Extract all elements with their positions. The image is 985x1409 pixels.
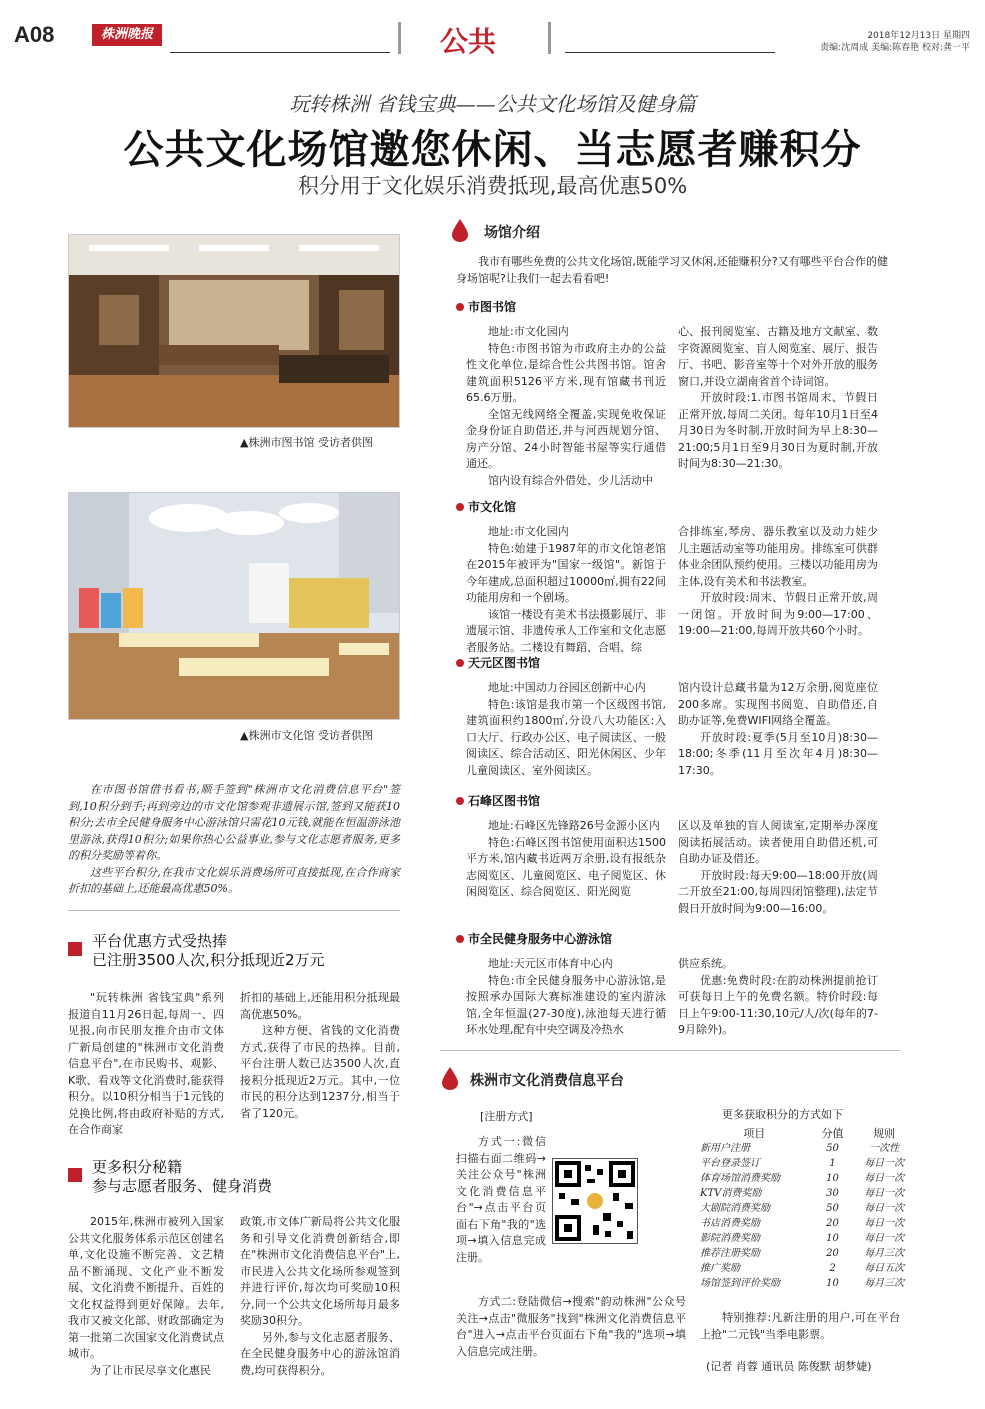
page-number: A08 xyxy=(14,22,55,47)
table-cell: 每日五次 xyxy=(864,1263,905,1274)
table-cell: 每日一次 xyxy=(864,1203,905,1214)
venue-title xyxy=(456,792,888,809)
register-method2-text: 方式二:登陆微信→搜索"韵动株洲"公众号关注→点击"微服务"找到"株洲文化消费信息平台"进入→点击平台页面右下角"我的"选项→填入信息完成注册。 xyxy=(456,1295,686,1358)
table-cell: 体育场馆消费奖励 xyxy=(700,1173,780,1184)
venue-col1 xyxy=(466,818,666,901)
section2-col2b-text: 另外,参与文化志愿者服务、在全民健身服务中心的游泳馆消费,均可获得积分。 xyxy=(240,1330,400,1377)
library-photo xyxy=(68,234,400,428)
table-cell: 推荐注册奖励 xyxy=(700,1248,760,1259)
venue-name: 市文化馆 xyxy=(468,500,517,514)
section2-heading xyxy=(68,1158,400,1196)
section1-heading-line2: 已注册3500人次,积分抵现近2万元 xyxy=(92,951,325,969)
venue-paragraph: 心、报刊阅览室、古籍及地方文献室、数字资源阅览室、盲人阅览室、展厅、报告厅、书吧、影音室等十个对外开放的服务窗口,并设立湖南省首个诗词馆。 xyxy=(678,325,878,388)
newspaper-logo: 株洲晚报 xyxy=(92,24,162,46)
venue-title xyxy=(456,654,888,671)
table-row xyxy=(696,1171,916,1186)
venue-paragraph: 地址:石峰区先锋路26号金源小区内 xyxy=(488,819,660,832)
table-row xyxy=(696,1186,916,1201)
venue-title xyxy=(456,498,888,515)
qr-code[interactable] xyxy=(552,1158,638,1244)
platform-title: 株洲市文化消费信息平台 xyxy=(470,1073,624,1089)
venue-paragraph: 特色:石峰区图书馆使用面积达1500平方米,馆内藏书近两万余册,设有报纸杂志阅览区、儿童阅览区、电子阅览区、休闲阅览区、综合阅览区、阳光阅览 xyxy=(466,835,666,898)
table-row xyxy=(696,1141,916,1156)
venue-block xyxy=(456,498,888,654)
venue-paragraph: 区以及单独的盲人阅读室,定期举办深度阅读拓展活动。读者使用自助借还机,可自助办证及借还。 xyxy=(678,819,878,865)
qr-code-icon xyxy=(553,1159,637,1243)
table-cell: 50 xyxy=(826,1143,839,1154)
table-cell: 推广奖励 xyxy=(700,1263,740,1274)
venue-paragraph: 开放时段:夏季(5月至10月)8:30—18:00;冬季(11月至次年4月)8:30—17:30。 xyxy=(678,730,878,777)
table-cell: 每月三次 xyxy=(864,1248,905,1259)
intro-text xyxy=(68,782,400,898)
table-cell: 新用户注册 xyxy=(700,1143,750,1154)
section-name: 公共 xyxy=(440,25,497,58)
drop-icon xyxy=(450,218,470,242)
venue-paragraph: 特色:该馆是我市第一个区级图书馆,建筑面积约1800㎡,分设八大功能区:入口大厅、行政办公区、电子阅读区、一般阅读区、综合活动区、阳光休闲区、少年儿童阅读区、室外阅读区。 xyxy=(466,697,666,777)
table-cell: 一次性 xyxy=(869,1143,900,1154)
venue-col1 xyxy=(466,680,666,779)
table-row xyxy=(696,1246,916,1261)
section2-heading-line2: 参与志愿者服务、健身消费 xyxy=(92,1177,273,1195)
venue-block xyxy=(456,654,888,777)
section1-col2 xyxy=(240,990,400,1122)
table-row xyxy=(696,1276,916,1291)
section1-col2b-text: 这种方便、省钱的文化消费方式,获得了市民的热捧。目前,平台注册人数已达3500人次,直接积分抵现近2万元。其中,一位市民的积分达到1237分,相当于省了120元。 xyxy=(240,1024,400,1120)
intro-paragraph: 这些平台积分,在我市文化娱乐消费场所可直接抵现,在合作商家折扣的基础上,还能最高优惠50%。 xyxy=(68,865,400,895)
intro-paragraph: 在市图书馆借书看书,顺手签到"株洲市文化消费信息平台"签到,10积分到手;再到旁边的市文化馆参观非遗展示馆,签到又能获10积分;去市全民健身服务中心游泳馆只需花10元钱,就能在恒温游泳池里游泳,获得10积分;如果你热心公益事业,参与文化志愿者服务,更多的积分奖励等着你。 xyxy=(68,783,400,862)
section2-col2 xyxy=(240,1214,400,1379)
venue-paragraph: 馆内设有综合外借处、少儿活动中 xyxy=(488,473,653,487)
section1-heading-line1: 平台优惠方式受热捧 xyxy=(92,932,228,950)
points-title: 更多获取积分的方式如下 xyxy=(722,1108,843,1121)
subhead: 积分用于文化娱乐消费抵现,最高优惠50% xyxy=(297,174,688,198)
venue-paragraph: 地址:市文化园内 xyxy=(488,525,569,538)
venue-title xyxy=(456,930,888,947)
venue-col1 xyxy=(466,956,666,1039)
venue-paragraph: 地址:天元区市体育中心内 xyxy=(488,957,613,970)
venue-paragraph: 优惠:免费时段:在韵动株洲提前抢订可获每日上午的免费名额。特价时段:每日上午9:00-11:30,10元/人/次(每年的7-9月除外)。 xyxy=(678,973,878,1036)
table-cell: 10 xyxy=(826,1173,839,1184)
table-cell: 平台登录签订 xyxy=(700,1158,760,1169)
table-cell: 10 xyxy=(826,1233,839,1244)
section2-col1 xyxy=(68,1214,224,1379)
venues-intro-text: 我市有哪些免费的公共文化场馆,既能学习又休闲,还能赚积分?又有哪些平台合作的健身场馆呢?让我们一起去看看吧! xyxy=(456,255,888,285)
table-cell: 每日一次 xyxy=(864,1218,905,1229)
venue-paragraph: 供应系统。 xyxy=(678,957,733,970)
venue-paragraph: 特色:市全民健身服务中心游泳馆,是按照承办国际大赛标准建设的室内游泳馆,全年恒温(27-30度),泳池每天进行循环水处理,配有中央空调及冷热水 xyxy=(466,973,666,1036)
section1-col2a-text: 折扣的基础上,还能用积分抵现最高优惠50%。 xyxy=(240,991,400,1021)
table-row xyxy=(696,1201,916,1216)
special-note xyxy=(700,1310,900,1343)
venues-title: 场馆介绍 xyxy=(484,225,540,241)
venue-col1 xyxy=(466,324,666,489)
masthead-rule-left xyxy=(170,52,390,53)
venues-intro xyxy=(456,254,888,287)
bullet-dot-icon xyxy=(456,935,464,943)
venue-title xyxy=(456,298,888,315)
venue-name: 天元区图书馆 xyxy=(468,656,541,670)
venue-name: 石峰区图书馆 xyxy=(468,794,541,808)
venue-block xyxy=(456,792,888,915)
table-row xyxy=(696,1156,916,1171)
venue-paragraph: 开放时段:周末、节假日正常开放,周一闭馆。开放时间为9:00—17:00、19:00—21:00,每周开放共60个小时。 xyxy=(678,591,878,637)
venue-paragraph: 该馆一楼设有美术书法摄影展厅、非遗展示馆、非遗传承人工作室和文化志愿者服务站。二楼设有舞蹈、合唱、综 xyxy=(466,607,666,654)
venue-col2 xyxy=(678,956,878,1039)
table-row xyxy=(696,1216,916,1231)
table-cell: 30 xyxy=(826,1188,839,1199)
issue-date: 2018年12月13日 星期四 xyxy=(867,31,970,41)
venue-paragraph: 馆内设计总藏书量为12万余册,阅览座位200多席。实现图书阅览、自助借还,自助办证等,免费WIFI网络全覆盖。 xyxy=(678,681,878,727)
venue-col2 xyxy=(678,818,878,917)
table-cell: 每日一次 xyxy=(864,1188,905,1199)
venue-name: 市图书馆 xyxy=(468,300,517,314)
cultural-center-photo xyxy=(68,492,400,720)
issue-meta xyxy=(780,30,970,54)
table-cell: 2 xyxy=(829,1263,836,1274)
special-note-text: 特别推荐:凡新注册的用户,可在平台上抢"二元钱"当季电影票。 xyxy=(700,1311,900,1341)
venue-paragraph: 地址:市文化园内 xyxy=(488,325,569,338)
venue-col2 xyxy=(678,324,878,473)
table-cell: 书店消费奖励 xyxy=(700,1218,760,1229)
section-divider-right xyxy=(548,22,551,54)
venue-paragraph: 特色:始建于1987年的市文化馆老馆在2015年被评为"国家一级馆"。新馆于今年建成,总面积超过10000㎡,拥有22间功能用房和一个剧场。 xyxy=(466,541,666,604)
intro-divider xyxy=(68,910,400,911)
library-photo-caption: ▲株洲市图书馆 受访者供图 xyxy=(240,436,373,449)
section-marker-icon xyxy=(68,1168,82,1182)
section1-heading xyxy=(68,932,400,970)
table-cell: 场馆签到评价奖励 xyxy=(700,1278,780,1289)
venue-paragraph: 合排练室,琴房、器乐教室以及动力娃少儿主题活动室等功能用房。排练室可供群体业余团队预约使用。三楼以功能用房为主体,设有美术和书法教室。 xyxy=(678,525,878,588)
section2-col1a-text: 2015年,株洲市被列入国家公共文化服务体系示范区创建名单,文化设施不断完善、文艺精品不断涌现、文化产业不断发展、文化消费不断提升、百姓的文化权益得到更好保障。去年,我市又被文化部、财政部确定为第一批第二次国家文化消费试点城市。 xyxy=(68,1215,224,1360)
table-cell: KTV消费奖励 xyxy=(700,1188,762,1199)
bullet-dot-icon xyxy=(456,797,464,805)
venue-block xyxy=(456,930,888,1036)
section1-col1 xyxy=(68,990,224,1139)
section2-heading-line1: 更多积分秘籍 xyxy=(92,1158,183,1176)
issue-editors: 责编:沈周成 美编:陈春艳 校对:龚一平 xyxy=(820,43,970,53)
table-cell: 每日一次 xyxy=(864,1233,905,1244)
section2-col2a-text: 政策,市文体广新局将公共文化服务和引导文化消费创新结合,即在"株洲市文化消费信息平台"上,市民进入公共文化场所参观签到并进行评价,每次均可奖励10积分,同一个公共文化场所每月最多奖励30积分。 xyxy=(240,1215,400,1327)
venue-paragraph: 特色:市图书馆为市政府主办的公益性文化单位,是综合性公共图书馆。馆舍建筑面积5126平方米,现有馆藏书刊近65.6万册。 xyxy=(466,341,666,404)
register-label: [注册方式] xyxy=(480,1110,533,1123)
headline: 公共文化场馆邀您休闲、当志愿者赚积分 xyxy=(123,127,862,173)
table-cell: 10 xyxy=(826,1278,839,1289)
section-divider-left xyxy=(398,22,401,54)
table-cell: 1 xyxy=(829,1158,836,1169)
cultural-center-photo-caption: ▲株洲市文化馆 受访者供图 xyxy=(240,729,373,742)
table-cell: 影院消费奖励 xyxy=(700,1233,760,1244)
platform-divider xyxy=(440,1050,900,1051)
bullet-dot-icon xyxy=(456,503,464,511)
register-method1-text: 方式一:微信扫描右面二维码→关注公众号"株洲文化消费信息平台"→点击平台页面右下角"我的"选项→填入信息完成注册。 xyxy=(456,1135,546,1264)
points-table xyxy=(696,1126,916,1291)
byline: (记者 肖蓉 通讯员 陈俊默 胡梦婕) xyxy=(706,1360,872,1373)
venue-paragraph: 开放时段:每天9:00—18:00开放(周二开放至21:00,每周四闭馆整理),法定节假日开放时间为9:00—16:00。 xyxy=(678,868,878,915)
register-method1 xyxy=(456,1134,546,1266)
venue-block xyxy=(456,298,888,487)
section-marker-icon xyxy=(68,942,82,956)
table-cell: 20 xyxy=(826,1248,839,1259)
register-method2 xyxy=(456,1294,686,1360)
bullet-dot-icon xyxy=(456,659,464,667)
venue-col2 xyxy=(678,680,878,779)
venue-col1 xyxy=(466,524,666,656)
section2-col1b-text: 为了让市民尽享文化惠民 xyxy=(90,1363,211,1377)
venue-col2 xyxy=(678,524,878,640)
table-header-cell: 项目 xyxy=(743,1127,766,1140)
table-header-row xyxy=(696,1126,916,1141)
venue-name: 市全民健身服务中心游泳馆 xyxy=(468,932,613,946)
venue-paragraph: 地址:中国动力谷园区创新中心内 xyxy=(488,681,646,694)
table-cell: 每日一次 xyxy=(864,1158,905,1169)
venue-paragraph: 全馆无线网络全覆盖,实现免收保证金身份证自助借还,并与河西规划分馆、房产分馆、24小时智能书屋等实行通借通还。 xyxy=(466,407,666,470)
drop-icon xyxy=(440,1066,460,1090)
table-row xyxy=(696,1231,916,1246)
table-header-cell: 分值 xyxy=(821,1127,844,1140)
section1-col1-text: "玩转株洲 省钱宝典"系列报道自11月26日起,每周一、四见报,向市民朋友推介由市文体广新局创建的"株洲市文化消费信息平台",在市民购书、观影、K歌、看戏等文化消费时,能获得积分。以10积分相当于1元钱的兑换比例,将由政府补贴的方式,在合作商家 xyxy=(68,991,224,1136)
kicker: 玩转株洲 省钱宝典——公共文化场馆及健身篇 xyxy=(289,92,696,116)
bullet-dot-icon xyxy=(456,303,464,311)
table-cell: 每日一次 xyxy=(864,1173,905,1184)
table-cell: 20 xyxy=(826,1218,839,1229)
table-cell: 50 xyxy=(826,1203,839,1214)
masthead-rule-right xyxy=(565,52,775,53)
table-header-cell: 规则 xyxy=(873,1127,896,1140)
table-row xyxy=(696,1261,916,1276)
table-cell: 每月三次 xyxy=(864,1278,905,1289)
table-cell: 大剧院消费奖励 xyxy=(700,1203,770,1214)
venue-paragraph: 开放时段:1.市图书馆周末、节假日正常开放,每周二关闭。每年10月1日至4月30日为冬时制,开放时间为早上8:30—21:00;5月1日至9月30日为夏时制,开放时间为8:30—21:30。 xyxy=(678,391,878,470)
